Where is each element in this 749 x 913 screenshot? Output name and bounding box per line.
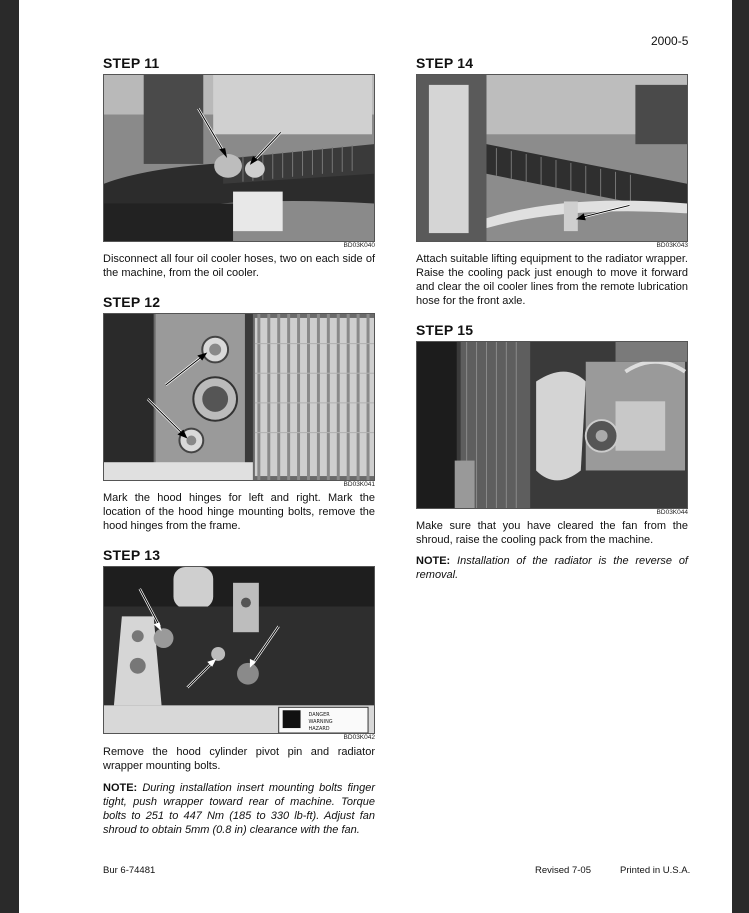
step-11-photo (103, 74, 375, 242)
step-15-text: Make sure that you have cleared the fan from the shroud, raise the cooling pack from the machine. (416, 520, 688, 546)
step-15-note (416, 554, 688, 582)
note-text: During installation insert mounting bolts finger tight, push wrapper toward rear of machine. Torque bolts to 251 to 447 Nm (185 to 330 lb-ft). Adjust fan shroud to obtain 5mm (0.8 in) clearance with the fan. (103, 782, 376, 836)
step-15-heading: STEP 15 (416, 322, 474, 338)
step-11-text: Disconnect all four oil cooler hoses, two on each side of the machine, from the oil cooler. (103, 253, 375, 279)
step-14-heading: STEP 14 (416, 55, 474, 71)
step-11-photo-caption: BD03K040 (343, 242, 375, 249)
step-15-photo (416, 341, 688, 509)
step-11-heading: STEP 11 (103, 55, 160, 71)
note-label: NOTE: (103, 782, 138, 794)
page-number: 2000-5 (651, 34, 689, 48)
manual-page (19, 0, 732, 913)
step-12-photo (103, 313, 375, 481)
step-15-photo-caption: BD03K044 (656, 509, 688, 516)
note-label: NOTE: (416, 555, 451, 567)
note-text: Installation of the radiator is the reverse of removal. (416, 555, 688, 581)
step-12-text: Mark the hood hinges for left and right. Mark the location of the hood hinge mounting bolts, remove the hood hinges from the frame. (103, 492, 375, 532)
step-14-photo-caption: BD03K043 (656, 242, 688, 249)
footer-doc-id: Bur 6-74481 (103, 865, 156, 876)
step-13-note (103, 781, 375, 837)
step-13-photo (103, 566, 375, 734)
decal-line-1: DANGER (308, 712, 330, 719)
step-13-heading: STEP 13 (103, 547, 161, 563)
step-13-text: Remove the hood cylinder pivot pin and radiator wrapper mounting bolts. (103, 746, 375, 772)
step-12-heading: STEP 12 (103, 294, 161, 310)
step-14-photo (416, 74, 688, 242)
step-13-photo-caption: BD03K042 (343, 734, 375, 741)
decal-line-3: HAZARD (308, 726, 330, 733)
step-12-photo-caption: BD03K041 (343, 481, 375, 488)
footer-revised: Revised 7-05 (535, 865, 591, 876)
step-14-text: Attach suitable lifting equipment to the radiator wrapper. Raise the cooling pack just enough to move it forward and clear the oil cooler lines from the remote lubrication hose for the front axle. (416, 253, 688, 307)
decal-line-2: WARNING (308, 719, 333, 726)
footer-printed: Printed in U.S.A. (620, 865, 691, 876)
